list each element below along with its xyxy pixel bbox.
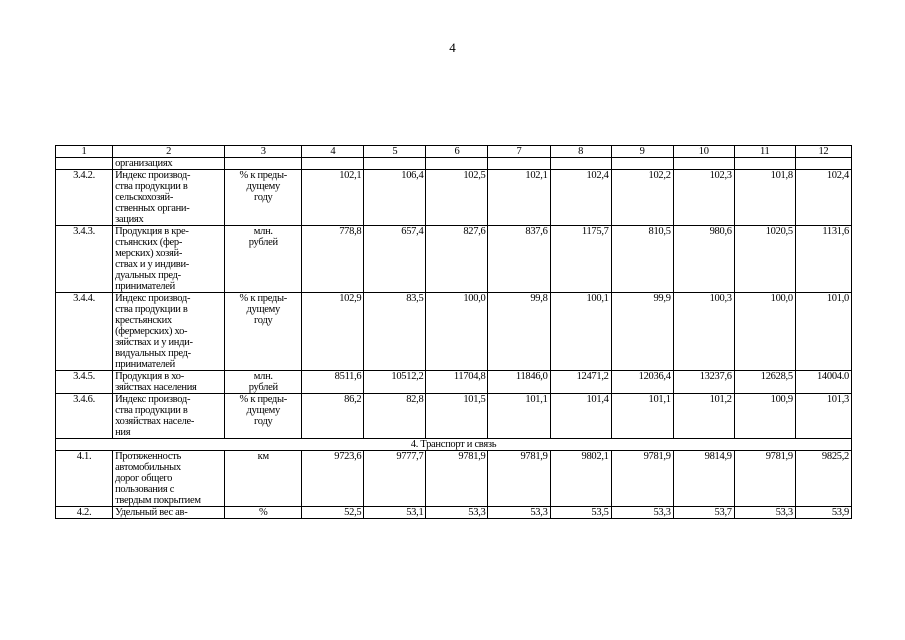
row-number: 3.4.4. — [56, 293, 113, 371]
unit-line: млн. — [253, 371, 273, 382]
unit-line: году — [254, 315, 273, 326]
description-line: ства продукции в — [115, 304, 188, 315]
value-cell: 53,1 — [364, 507, 426, 519]
description-line: (фермерских) хо- — [115, 326, 188, 337]
description-line: автомобильных — [115, 462, 181, 473]
value-cell: 102,9 — [302, 293, 364, 371]
row-unit — [225, 293, 302, 371]
row-description — [113, 451, 225, 507]
value-cell: 101,2 — [673, 394, 734, 439]
value-cell: 9781,9 — [426, 451, 488, 507]
value-cell: 13237,6 — [673, 371, 734, 394]
description-line: хозяйствах населе- — [115, 416, 195, 427]
value-cell: 9781,9 — [734, 451, 795, 507]
unit-line: рублей — [248, 382, 278, 393]
row-description: организациях — [113, 158, 225, 170]
row-number-cell — [56, 158, 113, 170]
table-row — [56, 394, 852, 439]
continuation-row — [56, 158, 852, 170]
row-unit — [225, 226, 302, 293]
value-cell: 9781,9 — [611, 451, 673, 507]
table-row — [56, 507, 852, 519]
value-cell: 101,4 — [550, 394, 611, 439]
description-line: ния — [115, 427, 131, 438]
table-row — [56, 226, 852, 293]
value-cell: 8511,6 — [302, 371, 364, 394]
row-description — [113, 371, 225, 394]
unit-line: дущему — [246, 304, 280, 315]
value-cell: 14004.0 — [795, 371, 851, 394]
value-cell: 102,3 — [673, 170, 734, 226]
table-row — [56, 293, 852, 371]
row-unit — [225, 451, 302, 507]
description-line: ства продукции в — [115, 405, 188, 416]
description-line: мерских) хозяй- — [115, 248, 183, 259]
value-cell: 53,3 — [426, 507, 488, 519]
column-header: 6 — [426, 146, 488, 158]
description-line: стьянских (фер- — [115, 237, 183, 248]
row-number: 3.4.3. — [56, 226, 113, 293]
value-cell: 11704,8 — [426, 371, 488, 394]
column-header: 3 — [225, 146, 302, 158]
description-line: Индекс производ- — [115, 293, 191, 304]
value-cell: 82,8 — [364, 394, 426, 439]
value-cell: 101,1 — [611, 394, 673, 439]
header-row — [56, 146, 852, 158]
unit-line: % — [259, 507, 268, 518]
value-cell: 12036,4 — [611, 371, 673, 394]
table-row — [56, 371, 852, 394]
column-header: 1 — [56, 146, 113, 158]
value-cell: 11846,0 — [488, 371, 550, 394]
value-cell: 101,5 — [426, 394, 488, 439]
value-cell: 827,6 — [426, 226, 488, 293]
value-cell: 102,4 — [795, 170, 851, 226]
value-cell: 53,3 — [734, 507, 795, 519]
unit-line: км — [257, 451, 269, 462]
unit-line: году — [254, 416, 273, 427]
row-number: 3.4.5. — [56, 371, 113, 394]
value-cell: 657,4 — [364, 226, 426, 293]
value-cell: 12628,5 — [734, 371, 795, 394]
value-cell: 102,1 — [302, 170, 364, 226]
value-cell: 9814,9 — [673, 451, 734, 507]
empty-cell — [302, 158, 364, 170]
value-cell: 99,9 — [611, 293, 673, 371]
empty-cell — [225, 158, 302, 170]
description-line: принимателей — [115, 281, 175, 292]
value-cell: 53,9 — [795, 507, 851, 519]
column-header: 7 — [488, 146, 550, 158]
description-line: ствах и у индиви- — [115, 259, 189, 270]
value-cell: 53,5 — [550, 507, 611, 519]
value-cell: 12471,2 — [550, 371, 611, 394]
value-cell: 86,2 — [302, 394, 364, 439]
empty-cell — [488, 158, 550, 170]
section-title: 4. Транспорт и связь — [56, 439, 852, 451]
value-cell: 1175,7 — [550, 226, 611, 293]
row-number: 4.1. — [56, 451, 113, 507]
unit-line: % к преды- — [239, 394, 287, 405]
table-row — [56, 170, 852, 226]
description-line: дорог общего — [115, 473, 173, 484]
value-cell: 1020,5 — [734, 226, 795, 293]
description-line: крестьянских — [115, 315, 172, 326]
value-cell: 99,8 — [488, 293, 550, 371]
description-line: зяйствах населения — [115, 382, 197, 393]
row-unit — [225, 394, 302, 439]
value-cell: 100,0 — [734, 293, 795, 371]
unit-line: году — [254, 192, 273, 203]
row-description — [113, 293, 225, 371]
description-line: Индекс производ- — [115, 394, 191, 405]
column-header: 10 — [673, 146, 734, 158]
empty-cell — [795, 158, 851, 170]
description-line: дуальных пред- — [115, 270, 181, 281]
column-header: 5 — [364, 146, 426, 158]
row-unit — [225, 507, 302, 519]
description-line: Индекс производ- — [115, 170, 191, 181]
value-cell: 9802,1 — [550, 451, 611, 507]
empty-cell — [673, 158, 734, 170]
value-cell: 53,7 — [673, 507, 734, 519]
value-cell: 837,6 — [488, 226, 550, 293]
description-line: ства продукции в — [115, 181, 188, 192]
column-header: 9 — [611, 146, 673, 158]
description-line: ственных органи- — [115, 203, 190, 214]
description-line: Продукция в кре- — [115, 226, 189, 237]
value-cell: 9723,6 — [302, 451, 364, 507]
value-cell: 101,0 — [795, 293, 851, 371]
value-cell: 101,1 — [488, 394, 550, 439]
value-cell: 101,3 — [795, 394, 851, 439]
value-cell: 778,8 — [302, 226, 364, 293]
description-line: зяйствах и у инди- — [115, 337, 193, 348]
unit-line: % к преды- — [239, 170, 287, 181]
value-cell: 9781,9 — [488, 451, 550, 507]
description-line: зациях — [115, 214, 144, 225]
empty-cell — [550, 158, 611, 170]
value-cell: 52,5 — [302, 507, 364, 519]
column-header: 12 — [795, 146, 851, 158]
unit-line: % к преды- — [239, 293, 287, 304]
value-cell: 100,1 — [550, 293, 611, 371]
description-line: Удельный вес ав- — [115, 507, 188, 518]
value-cell: 83,5 — [364, 293, 426, 371]
row-unit — [225, 371, 302, 394]
row-number: 4.2. — [56, 507, 113, 519]
value-cell: 101,8 — [734, 170, 795, 226]
unit-line: дущему — [246, 405, 280, 416]
empty-cell — [611, 158, 673, 170]
value-cell: 10512,2 — [364, 371, 426, 394]
section-row — [56, 439, 852, 451]
empty-cell — [734, 158, 795, 170]
value-cell: 102,2 — [611, 170, 673, 226]
statistics-table — [55, 145, 852, 519]
value-cell: 102,5 — [426, 170, 488, 226]
value-cell: 980,6 — [673, 226, 734, 293]
row-description — [113, 170, 225, 226]
description-line: видуальных пред- — [115, 348, 191, 359]
value-cell: 100,3 — [673, 293, 734, 371]
unit-line: дущему — [246, 181, 280, 192]
row-number: 3.4.6. — [56, 394, 113, 439]
description-line: пользования с — [115, 484, 175, 495]
value-cell: 53,3 — [488, 507, 550, 519]
value-cell: 1131,6 — [795, 226, 851, 293]
column-header: 4 — [302, 146, 364, 158]
table-row — [56, 451, 852, 507]
unit-line: млн. — [253, 226, 273, 237]
value-cell: 100,0 — [426, 293, 488, 371]
description-line: сельскохозяй- — [115, 192, 174, 203]
description-line: принимателей — [115, 359, 175, 370]
description-line: Продукция в хо- — [115, 371, 184, 382]
value-cell: 9777,7 — [364, 451, 426, 507]
empty-cell — [364, 158, 426, 170]
row-description — [113, 394, 225, 439]
description-line: твердым покрытием — [115, 495, 201, 506]
value-cell: 106,4 — [364, 170, 426, 226]
column-header: 11 — [734, 146, 795, 158]
value-cell: 100,9 — [734, 394, 795, 439]
value-cell: 53,3 — [611, 507, 673, 519]
row-description — [113, 226, 225, 293]
empty-cell — [426, 158, 488, 170]
value-cell: 9825,2 — [795, 451, 851, 507]
row-unit — [225, 170, 302, 226]
column-header: 2 — [113, 146, 225, 158]
unit-line: рублей — [248, 237, 278, 248]
value-cell: 102,4 — [550, 170, 611, 226]
page-number: 4 — [449, 40, 456, 55]
row-description — [113, 507, 225, 519]
description-line: Протяженность — [115, 451, 181, 462]
value-cell: 102,1 — [488, 170, 550, 226]
column-header: 8 — [550, 146, 611, 158]
row-number: 3.4.2. — [56, 170, 113, 226]
value-cell: 810,5 — [611, 226, 673, 293]
